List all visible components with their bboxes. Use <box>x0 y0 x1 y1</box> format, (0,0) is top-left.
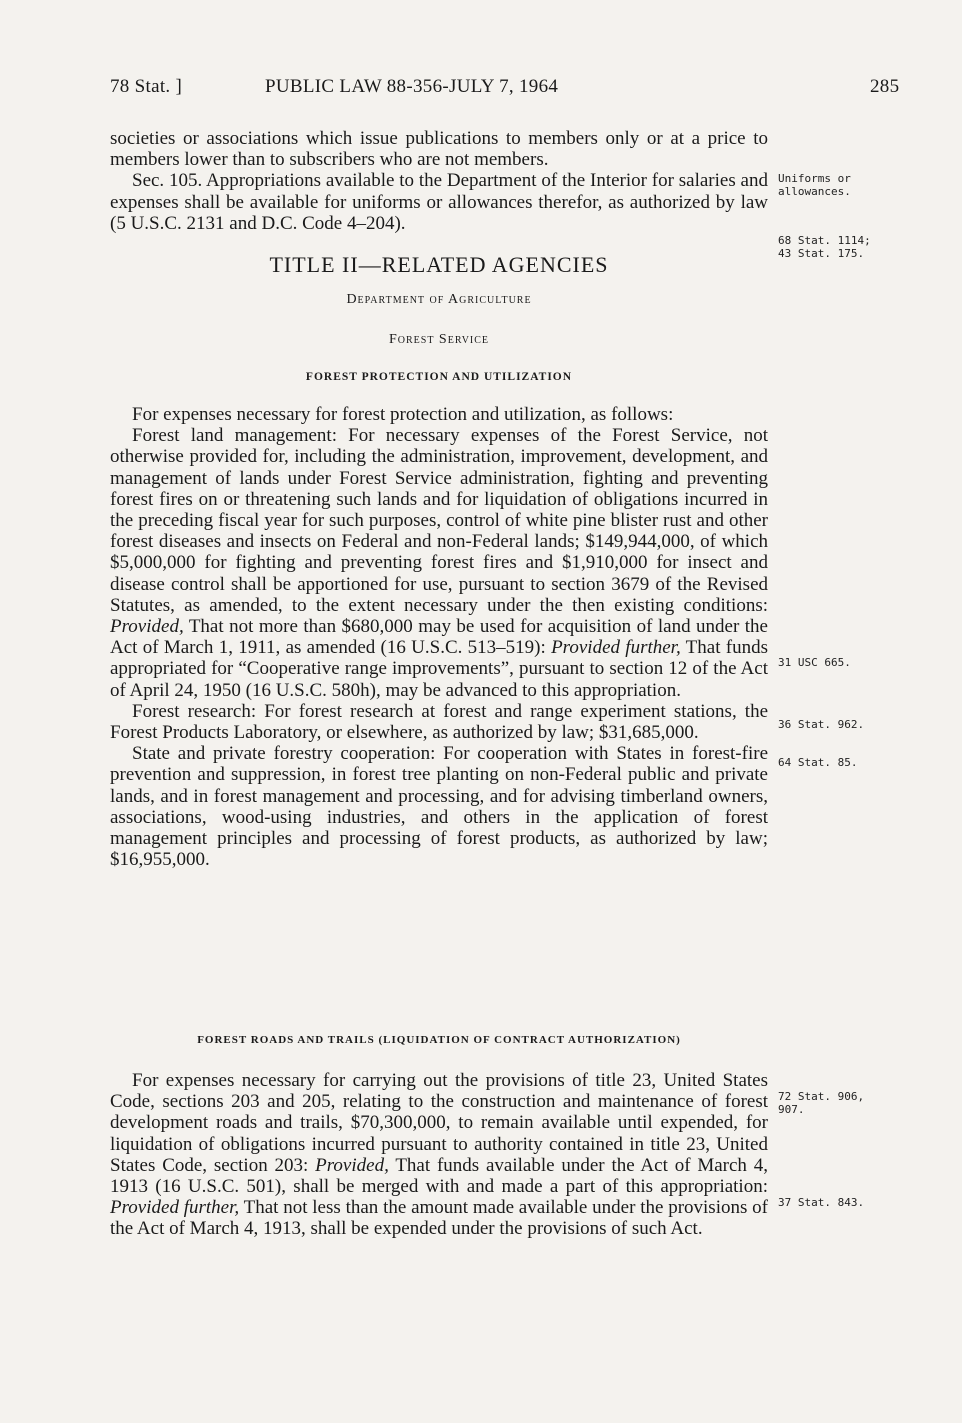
proviso-label: Provided further, <box>551 637 681 659</box>
margin-note-64-stat: 64 Stat. 85. <box>778 756 858 769</box>
paragraph-societies: societies or associations which issue publications to members only or at a price to members lower than to subscribers who are not members. <box>110 128 768 171</box>
service-heading: Forest Service <box>388 332 490 347</box>
department-heading: Department of Agriculture <box>346 292 532 307</box>
text-run: That not more than $680,000 may be used for acquisition of land under the Act of March 1, 1911, as amended (16 U.S.C. 513–519): <box>110 616 768 659</box>
section-heading-protection: FOREST PROTECTION AND UTILIZATION <box>305 371 573 383</box>
paragraph-state-private-forestry: State and private forestry cooperation: For cooperation with States in forest-fire prevention and suppression, in forest tree planting on non-Federal public and private lands, and in forest management and processing, and for advising timberland owners, associations, wood-using industries, and others in the application of forest management principles and processing of forest products, as authorized by law; $16,955,000. <box>110 743 768 871</box>
proviso-label: Provided further, <box>110 1197 240 1219</box>
text-block-1 <box>110 128 768 234</box>
running-head-title: PUBLIC LAW 88-356-JULY 7, 1964 <box>265 76 559 97</box>
paragraph-forest-research: Forest research: For forest research at forest and range experiment stations, the Forest Products Laboratory, or elsewhere, as authorized by law; $31,685,000. <box>110 700 768 744</box>
text-run: That not less than the amount made available under the provisions of the Act of March 4, 1913, shall be expended under the provisions of such Act. <box>110 1197 768 1240</box>
margin-note-line: 43 Stat. 175. <box>778 247 865 260</box>
section-heading-roads: FOREST ROADS AND TRAILS (LIQUIDATION OF CONTRACT AUTHORIZATION) <box>197 1034 681 1046</box>
margin-note-72-stat <box>778 1090 888 1116</box>
margin-note-line: 907. <box>778 1103 805 1116</box>
margin-note-line: allowances. <box>778 185 851 198</box>
text-block-3 <box>110 1070 768 1240</box>
text-run: Forest land management: For necessary expenses of the Forest Service, not otherwise provided for, including the administration, improvement, development, and management of lands under Forest Service administration, fighting and preventing forest fires on or threatening such lands and for liquidation of obligations incurred in the preceding fiscal year for such purposes, control of white pine blister rust and other forest diseases and insects on Federal and non-Federal lands; $149,944,000, of which $5,000,000 for fighting and preventing forest fires and $1,910,000 for insect and disease control shall be apportioned for use, pursuant to section 3679 of the Revised Statutes, as amended, to the extent necessary under the then existing conditions: <box>110 425 768 616</box>
title-heading: TITLE II—RELATED AGENCIES <box>269 252 609 277</box>
paragraph-forest-roads <box>110 1070 768 1240</box>
margin-note-31-usc: 31 USC 665. <box>778 656 851 669</box>
margin-note-37-stat: 37 Stat. 843. <box>778 1196 865 1209</box>
page-number: 285 <box>870 76 900 97</box>
running-head-volume: 78 Stat. ] <box>110 76 183 97</box>
proviso-label: Provided, <box>110 616 184 638</box>
margin-note-uniforms <box>778 172 888 198</box>
text-run: That funds appropriated for “Cooperative range improvements”, pursuant to section 12 of the Act of April 24, 1950 (16 U.S.C. 580h), may be advanced to this appropriation. <box>110 637 768 701</box>
text-run: That funds available under the Act of March 4, 1913 (16 U.S.C. 501), shall be merged with and made a part of this appropriation: <box>110 1154 768 1198</box>
margin-note-line: 68 Stat. 1114; <box>778 234 871 247</box>
paragraph-expenses-intro: For expenses necessary for forest protection and utilization, as follows: <box>132 404 674 425</box>
text-block-2 <box>110 404 768 870</box>
margin-note-36-stat: 36 Stat. 962. <box>778 718 865 731</box>
margin-note-line: 72 Stat. 906, <box>778 1090 865 1103</box>
proviso-label: Provided, <box>315 1154 389 1176</box>
margin-note-68-stat <box>778 234 888 260</box>
paragraph-forest-land-management <box>110 425 768 701</box>
text-run: For expenses necessary for carrying out the provisions of title 23, United States Code, sections 203 and 205, relating to the construction and maintenance of forest development roads and trails, $70,300,000, to remain available until expended, for liquidation of obligations incurred pursuant to authority contained in title 23, United States Code, section 203: <box>110 1070 768 1176</box>
margin-note-line: Uniforms or <box>778 172 851 185</box>
paragraph-sec-105: Sec. 105. Appropriations available to the Department of the Interior for salaries and expenses shall be available for uniforms or allowances therefor, as authorized by law (5 U.S.C. 2131 and D.C. Code 4–204). <box>110 170 768 234</box>
